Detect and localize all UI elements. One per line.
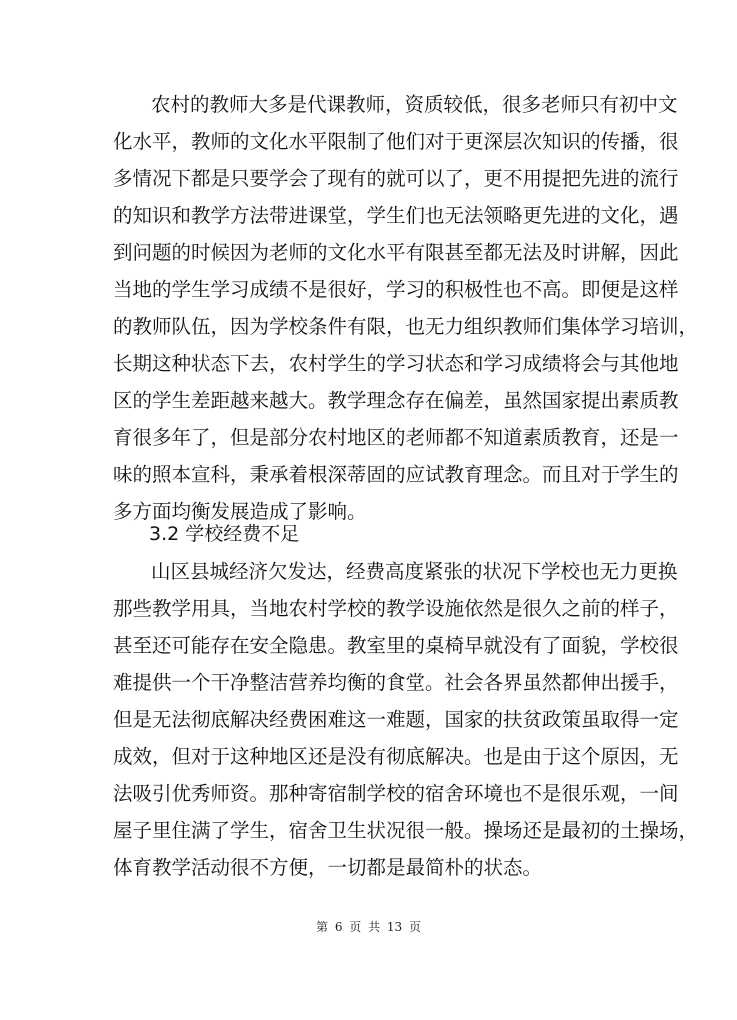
paragraph-line: 的教师队伍，因为学校条件有限，也无力组织教师们集体学习培训， [113, 315, 699, 338]
section-heading: 3.2 学校经费不足 [149, 523, 300, 545]
paragraph-line: 到问题的时候因为老师的文化水平有限甚至都无法及时讲解，因此 [113, 241, 679, 264]
paragraph-line: 化水平，教师的文化水平限制了他们对于更深层次知识的传播，很 [113, 130, 679, 153]
paragraph-line: 体育教学活动很不方便，一切都是最简朴的状态。 [113, 856, 543, 879]
paragraph-line: 难提供一个干净整洁营养均衡的食堂。社会各界虽然都伸出援手， [113, 671, 679, 694]
paragraph-line: 但是无法彻底解决经费困难这一难题，国家的扶贫政策虽取得一定 [113, 708, 679, 731]
paragraph-line: 味的照本宣科，秉承着根深蒂固的应试教育理念。而且对于学生的 [113, 463, 679, 486]
paragraph-line: 法吸引优秀师资。那种寄宿制学校的宿舍环境也不是很乐观，一间 [113, 782, 679, 805]
paragraph-line: 山区县城经济欠发达，经费高度紧张的状况下学校也无力更换 [151, 560, 678, 583]
paragraph-line: 区的学生差距越来越大。教学理念存在偏差，虽然国家提出素质教 [113, 389, 679, 412]
paragraph-line: 的知识和教学方法带进课堂，学生们也无法领略更先进的文化，遇 [113, 204, 679, 227]
paragraph-line: 屋子里住满了学生，宿舍卫生状况很一般。操场还是最初的土操场， [113, 819, 699, 842]
paragraph-line: 那些教学用具，当地农村学校的教学设施依然是很久之前的样子， [113, 597, 679, 620]
paragraph-line: 长期这种状态下去，农村学生的学习状态和学习成绩将会与其他地 [113, 352, 679, 375]
paragraph-line: 当地的学生学习成绩不是很好，学习的积极性也不高。即便是这样 [113, 278, 679, 301]
paragraph-line: 甚至还可能存在安全隐患。教室里的桌椅早就没有了面貌，学校很 [113, 634, 679, 657]
paragraph-line: 成效，但对于这种地区还是没有彻底解决。也是由于这个原因，无 [113, 745, 679, 768]
paragraph-line: 农村的教师大多是代课教师，资质较低，很多老师只有初中文 [151, 93, 678, 116]
paragraph-line: 育很多年了，但是部分农村地区的老师都不知道素质教育，还是一 [113, 426, 679, 449]
paragraph-line: 多情况下都是只要学会了现有的就可以了，更不用提把先进的流行 [113, 167, 679, 190]
paragraph-line: 多方面均衡发展造成了影响。 [113, 500, 367, 523]
page-number-footer: 第 6 页 共 13 页 [316, 920, 421, 934]
